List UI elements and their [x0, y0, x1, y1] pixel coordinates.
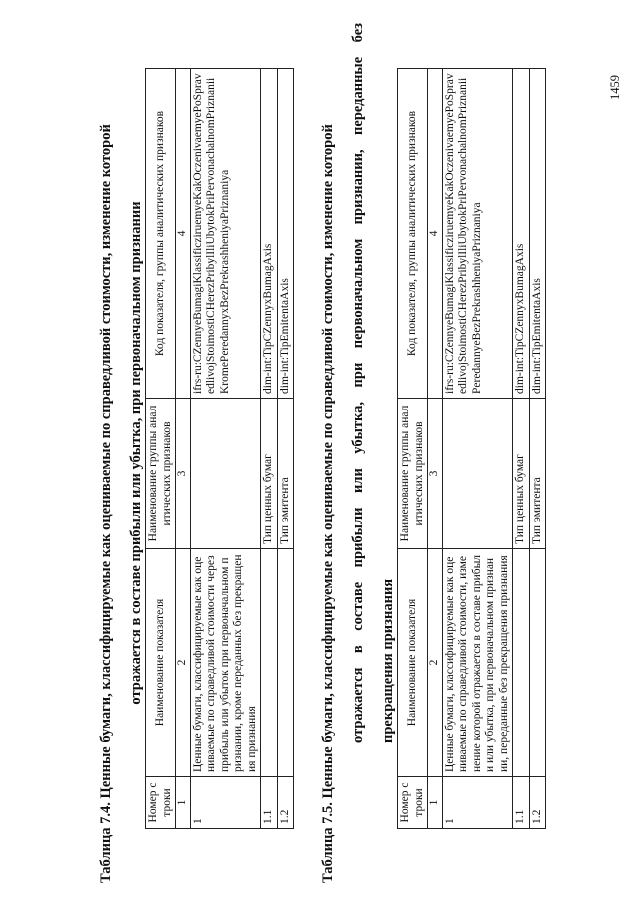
row-number: 1.1 — [261, 777, 278, 829]
header-cell: Наименование группы аналитических признаков — [146, 399, 176, 549]
table-7-5 — [397, 68, 546, 829]
column-number: 1 — [176, 777, 191, 829]
caption-text: Ценные бумаги, классифицируемые как оцениваемые по справедливой стоимости, изменение которой — [320, 124, 336, 799]
indicator-name — [513, 549, 530, 777]
group-name: Тип эмитента — [277, 399, 294, 549]
caption-text: прекращения признания — [380, 578, 396, 743]
row-number: 1 — [442, 777, 513, 829]
header-cell: Наименование группы аналитических признаков — [398, 399, 428, 549]
header-cell: Код показателя, группы аналитических признаков — [146, 69, 176, 399]
caption-text: отражается в составе прибыли или убытка, при первоначальном признании — [128, 201, 144, 705]
group-name — [442, 399, 513, 549]
indicator-code: dim-int:TipCZennyxBumagAxis — [261, 69, 278, 399]
column-number: 4 — [428, 69, 443, 399]
row-number: 1.2 — [529, 777, 546, 829]
column-number: 3 — [428, 399, 443, 549]
caption-line — [378, 23, 398, 883]
caption-line — [96, 23, 116, 883]
table-caption — [318, 23, 398, 883]
row-number: 1 — [190, 777, 261, 829]
caption-number: Таблица 7.5. — [320, 802, 336, 883]
caption-line — [348, 23, 368, 883]
header-row — [398, 69, 428, 829]
row-number: 1.2 — [277, 777, 294, 829]
header-cell: Код показателя, группы аналитических признаков — [398, 69, 428, 399]
indicator-name — [277, 549, 294, 777]
header-cell: Наименование показателя — [146, 549, 176, 777]
column-number: 1 — [428, 777, 443, 829]
group-name: Тип эмитента — [529, 399, 546, 549]
group-name: Тип ценных бумаг — [513, 399, 530, 549]
header-cell: Номер строки — [398, 777, 428, 829]
table-row — [442, 69, 513, 829]
table-row — [529, 69, 546, 829]
group-name: Тип ценных бумаг — [261, 399, 278, 549]
indicator-code: dim-int:TipCZennyxBumagAxis — [513, 69, 530, 399]
group-name — [190, 399, 261, 549]
column-number: 3 — [176, 399, 191, 549]
page-number: 1459 — [608, 75, 622, 100]
indicator-name — [261, 549, 278, 777]
indicator-code: ifrs-ru:CZennyeBumagiKlassificziruemyeKakOczenivaemyePoSpravedlivojStoimostiCHerezPribylIliUbytokPriPervonachalnomPriznaniiKromePeredannyxBezPrekrashheniyaPriznaniya — [190, 69, 261, 399]
caption-number: Таблица 7.4. — [98, 802, 114, 883]
header-cell: Номер строки — [146, 777, 176, 829]
table-7-4 — [145, 68, 294, 829]
row-number: 1.1 — [513, 777, 530, 829]
caption-text: Ценные бумаги, классифицируемые как оцениваемые по справедливой стоимости, изменение которой — [98, 124, 114, 799]
column-number-row — [176, 69, 191, 829]
caption-line — [126, 23, 146, 883]
table-row — [190, 69, 261, 829]
column-number-row — [428, 69, 443, 829]
indicator-name — [529, 549, 546, 777]
table-row — [513, 69, 530, 829]
indicator-code: ifrs-ru:CZennyeBumagiKlassificziruemyeKakOczenivaemyePoSpravedlivojStoimostiCHerezPribylIliUbytokPriPervonachalnomPriznaniiPeredannyeBezPrekrashheniyaPriznaniya — [442, 69, 513, 399]
table-row — [277, 69, 294, 829]
column-number: 4 — [176, 69, 191, 399]
indicator-name: Ценные бумаги, классифицируемые как оцениваемые по справедливой стоимости через прибыль или убыток при первоначальном признании, кроме переданных без прекращения признания — [190, 549, 261, 777]
column-number: 2 — [176, 549, 191, 777]
indicator-name: Ценные бумаги, классифицируемые как оцениваемые по справедливой стоимости, изменение которой отражается в составе прибыли или убытка, при первоначальном признании, переданные без прекращения признания — [442, 549, 513, 777]
caption-line — [318, 23, 338, 883]
column-number: 2 — [428, 549, 443, 777]
caption-text: отражается в составе прибыли или убытка, при первоначальном признании, переданные без — [350, 23, 366, 743]
indicator-code: dim-int:TipEmitentaAxis — [277, 69, 294, 399]
header-row — [146, 69, 176, 829]
table-caption — [96, 23, 146, 883]
indicator-code: dim-int:TipEmitentaAxis — [529, 69, 546, 399]
header-cell: Наименование показателя — [398, 549, 428, 777]
table-row — [261, 69, 278, 829]
